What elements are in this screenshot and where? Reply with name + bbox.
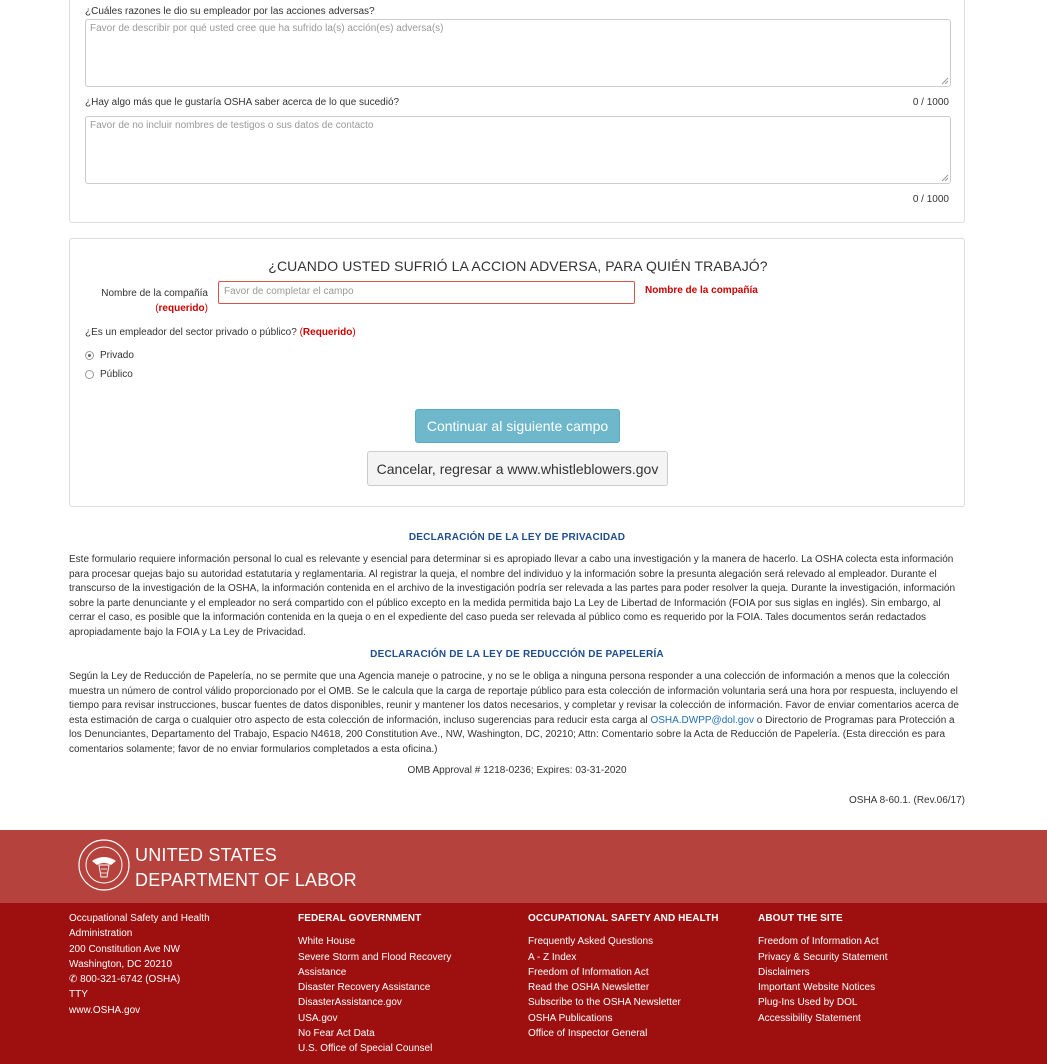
reasons-textarea[interactable] <box>85 19 951 87</box>
footer-link[interactable]: Read the OSHA Newsletter <box>528 982 650 994</box>
footer-link[interactable]: U.S. Office of Special Counsel <box>298 1043 433 1055</box>
footer-link[interactable]: Accessibility Statement <box>758 1012 861 1024</box>
footer-link[interactable]: A - Z Index <box>528 951 577 963</box>
phone-line[interactable] <box>69 972 210 987</box>
footer-link[interactable]: Plug-Ins Used by DOL <box>758 997 858 1009</box>
more-info-label: ¿Hay algo más que le gustaría OSHA saber acerca de lo que sucedió? <box>85 97 400 108</box>
footer-link[interactable]: Frequently Asked Questions <box>528 936 654 948</box>
footer-link[interactable]: DisasterAssistance.gov <box>298 997 402 1009</box>
paperwork-text-end: o Directorio de Programas para Protección a los Denunciantes, Departamento del Trabajo, Espacio N4618, 200 Constitution Ave., NW, Washington, DC, 20210; Attn: Comentario sobre la Acta de Reducción de Papelería. (Esta dirección es para comentarios solamente; favor de no enviar formularios completados a esta oficina.) <box>69 714 955 755</box>
dol-name[interactable] <box>135 843 357 893</box>
phone-number: 800-321-6742 (OSHA) <box>80 974 181 986</box>
employer-section-title: ¿CUANDO USTED SUFRIÓ LA ACCION ADVERSA, PARA QUIÉN TRABAJÓ? <box>268 258 768 274</box>
dol-name-line2: DEPARTMENT OF LABOR <box>135 870 357 890</box>
privacy-text: Este formulario requiere información personal lo cual es relevante y esencial para determinar si es apropiado llevar a cabo una investigación y la manera de hacerlo. La OSHA colecta esta información para procesar quejas bajo su autoridad estatutaria y reglamentaria. Al registrar la queja, el nombre del individuo y la información sobre la presunta alegación será relevado al empleador. Durante el transcurso de la investigación de la OSHA, la información contenida en el archivo de la investigación podría ser relevada a las partes para poder resolver la queja. Durante la investigación, información sobre la parte denunciante y el empleador no será compartido con el público excepto en la medida permitida bajo La Ley de Libertad de Información (FOIA por sus siglas en inglés). Sin embargo, al cerrar el caso, es posible que la información contenida en la queja o en el expediente del caso pueda ser relevada al público como es requerido por la FOIA. Tales documentos serán redactados apropiadamente bajo la FOIA y La Ley de Privacidad. <box>69 554 956 638</box>
footer-link[interactable]: No Fear Act Data <box>298 1028 375 1040</box>
footer-col-osh <box>528 911 719 1041</box>
radio-public[interactable] <box>85 369 133 380</box>
footer-col-heading: ABOUT THE SITE <box>758 913 843 924</box>
radio-unselected-icon[interactable] <box>85 370 94 379</box>
phone-icon: ✆ <box>69 974 78 986</box>
reasons-counter: 0 / 1000 <box>912 97 949 108</box>
footer-link[interactable]: Privacy & Security Statement <box>758 951 888 963</box>
reasons-placeholder: Favor de describir por qué usted cree que ha sufrido la(s) acción(es) adversa(s) <box>90 23 444 34</box>
radio-private-label: Privado <box>100 350 134 361</box>
details-panel <box>69 0 965 223</box>
omb-approval: OMB Approval # 1218-0236; Expires: 03-31-2020 <box>407 765 627 776</box>
footer-link[interactable]: White House <box>298 936 356 948</box>
footer-link[interactable]: Assistance <box>298 966 347 978</box>
sector-question-text: ¿Es un empleador del sector privado o público? <box>85 327 297 338</box>
address-line: 200 Constitution Ave NW <box>69 943 180 955</box>
cancel-button[interactable]: Cancelar, regresar a www.whistleblowers.gov <box>367 451 668 486</box>
paperwork-text-start: Según la Ley de Reducción de Papelería, no se permite que una Agencia maneje o patrocine, y no se le obliga a ninguna persona responder a una colección de información a menos que la colección muestra un número de control válido proporcionado por el OMB. Se le calcula que la carga de reportaje público para esta colección de información voluntaria será una hora por respuesta, incluyendo el tiempo para revisar instrucciones, buscar fuentes de datos disponibles, reunir y mantener los datos necesarios, y completar y revisar la colección de información. Favor de enviar comentarios acerca de esta estimación de carga o cualquier otro aspecto de esta colección de información, incluso sugerencias para reducir esta carga al <box>69 671 959 726</box>
footer-link[interactable]: Important Website Notices <box>758 982 876 994</box>
paperwork-heading: DECLARACIÓN DE LA LEY DE REDUCCIÓN DE PAPELERÍA <box>370 649 664 660</box>
radio-selected-icon[interactable] <box>85 351 94 360</box>
footer-col-heading: OCCUPATIONAL SAFETY AND HEALTH <box>528 913 719 924</box>
reasons-label: ¿Cuáles razones le dio su empleador por las acciones adversas? <box>85 6 375 17</box>
tty-link[interactable]: TTY <box>69 989 88 1001</box>
form-revision: OSHA 8-60.1. (Rev.06/17) <box>849 795 965 806</box>
footer-link[interactable]: Freedom of Information Act <box>528 966 649 978</box>
radio-private[interactable] <box>85 350 134 361</box>
footer-link[interactable]: Disclaimers <box>758 966 810 978</box>
address-line: Administration <box>69 928 133 940</box>
footer-col-about <box>758 911 888 1026</box>
more-info-placeholder: Favor de no incluir nombres de testigos o sus datos de contacto <box>90 120 374 131</box>
resize-grip-icon[interactable] <box>941 174 949 182</box>
radio-public-label: Público <box>100 369 133 380</box>
footer-link[interactable]: OSHA Publications <box>528 1012 613 1024</box>
footer-col-federal <box>298 911 451 1057</box>
dol-name-line1: UNITED STATES <box>135 845 277 865</box>
dwpp-email-link[interactable]: OSHA.DWPP@dol.gov <box>650 714 754 726</box>
more-info-counter: 0 / 1000 <box>912 194 949 205</box>
company-label-text: Nombre de la compañía <box>101 288 208 299</box>
company-name-input[interactable] <box>218 281 635 304</box>
more-info-textarea[interactable] <box>85 116 951 184</box>
footer-link[interactable]: Subscribe to the OSHA Newsletter <box>528 997 681 1009</box>
footer-link[interactable]: Disaster Recovery Assistance <box>298 982 431 994</box>
sector-required-marker: Requerido <box>302 327 353 338</box>
footer-link[interactable]: Office of Inspector General <box>528 1028 648 1040</box>
company-name-label: Nombre de la compañía (requerido) <box>101 288 208 314</box>
footer-address <box>69 911 210 1018</box>
footer-link[interactable]: Severe Storm and Flood Recovery <box>298 951 452 963</box>
footer-link[interactable]: Freedom of Information Act <box>758 936 879 948</box>
privacy-heading: DECLARACIÓN DE LA LEY DE PRIVACIDAD <box>408 532 626 543</box>
osha-website-link[interactable]: www.OSHA.gov <box>69 1004 141 1016</box>
address-line: Occupational Safety and Health <box>69 913 210 924</box>
continue-button[interactable]: Continuar al siguiente campo <box>415 409 620 443</box>
company-name-placeholder: Favor de completar el campo <box>224 286 354 297</box>
address-line: Washington, DC 20210 <box>69 958 173 970</box>
footer-link[interactable]: USA.gov <box>298 1012 338 1024</box>
resize-grip-icon[interactable] <box>941 77 949 85</box>
required-marker: requerido <box>158 303 205 314</box>
company-name-error: Nombre de la compañía <box>645 285 758 296</box>
sector-question: ¿Es un empleador del sector privado o público? (Requerido) <box>85 327 356 338</box>
footer-col-heading: FEDERAL GOVERNMENT <box>298 913 422 924</box>
employer-panel <box>69 238 965 507</box>
dol-seal-icon[interactable] <box>78 839 130 891</box>
paperwork-text <box>69 670 967 757</box>
